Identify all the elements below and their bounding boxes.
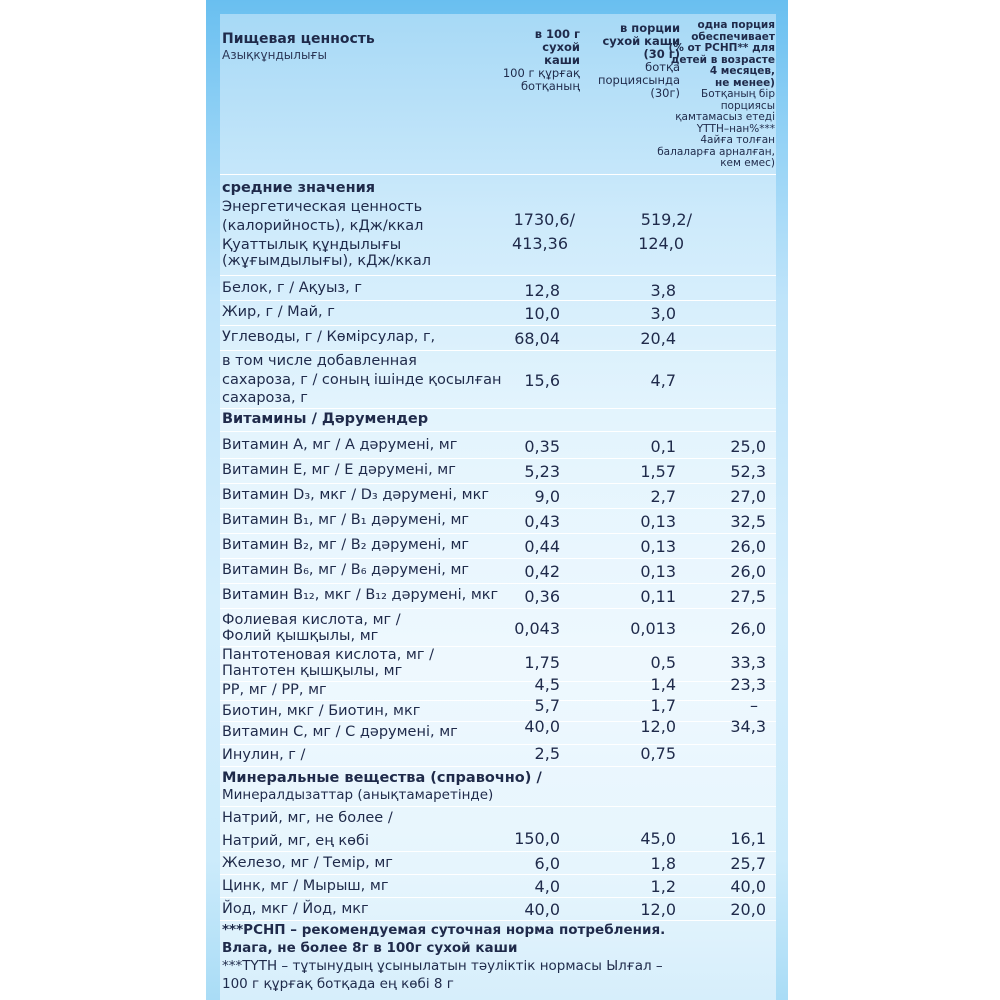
iron-portion: 1,8 — [650, 854, 676, 873]
folic-label-1: Фолиевая кислота, мг / — [222, 612, 401, 628]
zinc-portion: 1,2 — [650, 877, 676, 896]
energy-label-4: (жұғымдылығы), кДж/ккал — [222, 253, 432, 269]
vitamin-b1-100g: 0,43 — [524, 512, 560, 531]
divider — [220, 897, 776, 898]
footnote-4: 100 г құрғақ ботқада ең көбі 8 г — [222, 976, 454, 992]
inulin-label: Инулин, г / — [222, 747, 306, 763]
divider — [220, 174, 776, 175]
sodium-label-2: Натрий, мг, ең көбі — [222, 833, 369, 849]
protein-value-100g: 12,8 — [524, 281, 560, 300]
table-title: Пищевая ценность — [222, 31, 375, 47]
nutrition-panel — [206, 0, 788, 1000]
col2-header: в порции сухой каши (30 г) ботқа порциясында (30г) — [598, 21, 680, 100]
vitamin-a-label: Витамин А, мг / А дәрумені, мг — [222, 437, 458, 453]
energy-label-3: Қуаттылық құндылығы — [222, 237, 402, 253]
zinc-label: Цинк, мг / Мырыш, мг — [222, 878, 389, 894]
folic-label-2: Фолий қышқылы, мг — [222, 628, 379, 644]
section-minerals: Минеральные вещества (справочно) / — [222, 770, 542, 786]
iodine-percent: 20,0 — [730, 900, 766, 919]
vitamin-d3-100g: 9,0 — [534, 487, 560, 506]
energy-label-2: (калорийность), кДж/ккал — [222, 218, 424, 234]
zinc-100g: 4,0 — [534, 877, 560, 896]
vitamin-b12-percent: 27,5 — [730, 587, 766, 606]
vitamin-b2-portion: 0,13 — [640, 537, 676, 556]
vitamin-d3-percent: 27,0 — [730, 487, 766, 506]
vitamin-b2-percent: 26,0 — [730, 537, 766, 556]
col3-header: одна порция обеспечивает (% от РСНП** для детей в возрасте 4 месяцев, не менее) Ботқаның бір порциясы қамтамасыз етеді ҮТТН–нан%*** 4айға толған балаларға арналған, кем емес) — [657, 19, 775, 169]
vitamin-b1-label: Витамин B₁, мг / B₁ дәрумені, мг — [222, 512, 470, 528]
energy-value-portion-kcal: 124,0 — [638, 234, 684, 253]
divider — [220, 458, 776, 459]
vitamin-b1-percent: 32,5 — [730, 512, 766, 531]
iron-100g: 6,0 — [534, 854, 560, 873]
sucrose-label-3: сахароза, г — [222, 390, 308, 406]
biotin-percent: – — [750, 696, 758, 715]
iodine-100g: 40,0 — [524, 900, 560, 919]
biotin-100g: 5,7 — [534, 696, 560, 715]
divider — [220, 558, 776, 559]
folic-percent: 26,0 — [730, 619, 766, 638]
footnote-2: Влага, не более 8г в 100г сухой каши — [222, 940, 518, 956]
sucrose-label-2: сахароза, г / соның ішінде қосылған — [222, 372, 502, 388]
energy-label-1: Энергетическая ценность — [222, 199, 423, 215]
divider — [220, 325, 776, 326]
divider — [220, 483, 776, 484]
divider — [220, 431, 776, 432]
vitamin-b6-label: Витамин B₆, мг / B₆ дәрумені, мг — [222, 562, 470, 578]
divider — [220, 275, 776, 276]
pantothenic-label-1: Пантотеновая кислота, мг / — [222, 647, 434, 663]
pp-100g: 4,5 — [534, 675, 560, 694]
table-title-kz: Азықкұндылығы — [222, 48, 327, 62]
biotin-label: Биотин, мкг / Биотин, мкг — [222, 703, 421, 719]
iodine-label: Йод, мкг / Йод, мкг — [222, 901, 369, 917]
vitamin-b12-label: Витамин B₁₂, мкг / B₁₂ дәрумені, мкг — [222, 587, 499, 603]
divider — [220, 300, 776, 301]
vitamin-a-percent: 25,0 — [730, 437, 766, 456]
vitamin-b6-portion: 0,13 — [640, 562, 676, 581]
pp-label: РР, мг / РР, мг — [222, 682, 327, 698]
vitamin-e-100g: 5,23 — [524, 462, 560, 481]
divider — [220, 533, 776, 534]
divider — [220, 608, 776, 609]
zinc-percent: 40,0 — [730, 877, 766, 896]
vitamin-b6-percent: 26,0 — [730, 562, 766, 581]
inulin-100g: 2,5 — [534, 744, 560, 763]
vitamin-a-portion: 0,1 — [650, 437, 676, 456]
vitamin-b6-100g: 0,42 — [524, 562, 560, 581]
fat-value-100g: 10,0 — [524, 304, 560, 323]
pp-percent: 23,3 — [730, 675, 766, 694]
pantothenic-percent: 33,3 — [730, 653, 766, 672]
vitamin-c-label: Витамин С, мг / С дәрумені, мг — [222, 724, 458, 740]
vitamin-e-label: Витамин Е, мг / Е дәрумені, мг — [222, 462, 456, 478]
vitamin-b12-portion: 0,11 — [640, 587, 676, 606]
vitamin-b1-portion: 0,13 — [640, 512, 676, 531]
pp-portion: 1,4 — [650, 675, 676, 694]
energy-value-portion-kj: 519,2/ — [640, 210, 692, 229]
fat-label: Жир, г / Май, г — [222, 304, 335, 320]
divider — [220, 920, 776, 921]
divider — [220, 408, 776, 409]
pantothenic-100g: 1,75 — [524, 653, 560, 672]
sodium-portion: 45,0 — [640, 829, 676, 848]
section-minerals-kz: Минералдызаттар (анықтамаретінде) — [222, 787, 494, 803]
carbs-value-100g: 68,04 — [514, 329, 560, 348]
vitamin-b2-100g: 0,44 — [524, 537, 560, 556]
divider — [220, 350, 776, 351]
divider — [220, 583, 776, 584]
iodine-portion: 12,0 — [640, 900, 676, 919]
footnote-1: ***РСНП – рекомендуемая суточная норма потребления. — [222, 922, 666, 938]
protein-value-portion: 3,8 — [650, 281, 676, 300]
section-vitamins: Витамины / Дәрумендер — [222, 411, 429, 427]
carbs-label: Углеводы, г / Көмірсулар, г, — [222, 329, 436, 345]
pantothenic-portion: 0,5 — [650, 653, 676, 672]
vitamin-c-100g: 40,0 — [524, 717, 560, 736]
folic-portion: 0,013 — [630, 619, 676, 638]
biotin-portion: 1,7 — [650, 696, 676, 715]
vitamin-a-100g: 0,35 — [524, 437, 560, 456]
divider — [220, 851, 776, 852]
sucrose-value-portion: 4,7 — [650, 371, 676, 390]
sodium-100g: 150,0 — [514, 829, 560, 848]
sucrose-label-1: в том числе добавленная — [222, 353, 417, 369]
carbs-value-portion: 20,4 — [640, 329, 676, 348]
footnote-3: ***ТҮТН – тұтынудың ұсынылатын тәуліктік нормасы Ылғал – — [222, 958, 663, 974]
fat-value-portion: 3,0 — [650, 304, 676, 323]
vitamin-d3-label: Витамин D₃, мкг / D₃ дәрумені, мкг — [222, 487, 489, 503]
vitamin-d3-portion: 2,7 — [650, 487, 676, 506]
col1-header: в 100 г сухой каши 100 г құрғақ ботқаның — [502, 27, 580, 93]
inulin-portion: 0,75 — [640, 744, 676, 763]
energy-value-100g-kj: 1730,6/ — [513, 210, 575, 229]
vitamin-c-portion: 12,0 — [640, 717, 676, 736]
vitamin-b12-100g: 0,36 — [524, 587, 560, 606]
protein-label: Белок, г / Ақуыз, г — [222, 280, 362, 296]
vitamin-e-portion: 1,57 — [640, 462, 676, 481]
iron-label: Железо, мг / Темір, мг — [222, 855, 393, 871]
folic-100g: 0,043 — [514, 619, 560, 638]
sucrose-value-100g: 15,6 — [524, 371, 560, 390]
vitamin-c-percent: 34,3 — [730, 717, 766, 736]
vitamin-b2-label: Витамин B₂, мг / B₂ дәрумені, мг — [222, 537, 470, 553]
divider — [220, 874, 776, 875]
divider — [220, 766, 776, 767]
iron-percent: 25,7 — [730, 854, 766, 873]
energy-value-100g-kcal: 413,36 — [512, 234, 568, 253]
pantothenic-label-2: Пантотен қышқылы, мг — [222, 663, 403, 679]
vitamin-e-percent: 52,3 — [730, 462, 766, 481]
divider — [220, 806, 776, 807]
divider — [220, 744, 776, 745]
section-average: средние значения — [222, 180, 376, 196]
sodium-label-1: Натрий, мг, не более / — [222, 810, 393, 826]
nutrition-table — [220, 14, 776, 1000]
sodium-percent: 16,1 — [730, 829, 766, 848]
divider — [220, 508, 776, 509]
